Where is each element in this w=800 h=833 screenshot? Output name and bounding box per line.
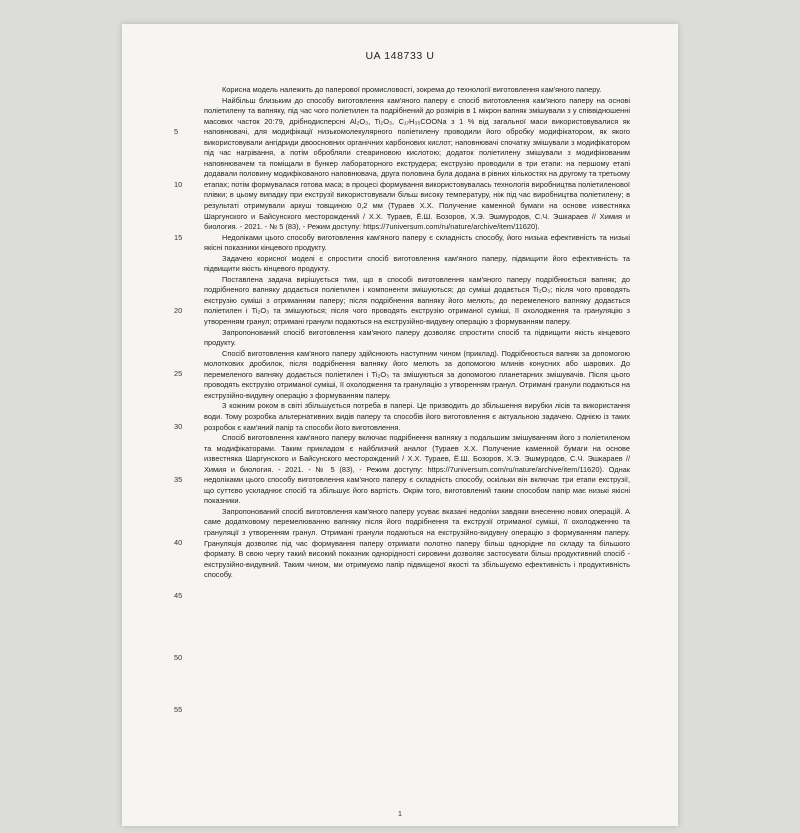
line-number: 10 bbox=[174, 180, 183, 189]
paragraph: Запропонований спосіб виготовлення кам'яного паперу усуває вказані недоліки завдяки внесенню нових операцій. А саме додатковому перемелюванню вапняку після його подрібнення та екструзії отриманої суміші, її охолодженню та грануляції з утворенням гранул. Отримані гранули подаються на екструзійно-видувну операцію з формуванням паперу. Грануляція дозволяє під час формування паперу отримати полотно паперу більш однорідне по складу та більшого формату. В свою чергу такий високий показник однорідності сировини дозволяє застосувати більш продуктивний спосіб - екструзійно-видувний. Таким чином, ми отримуємо папір підвищеної якості та збільшуємо ефективність і продуктивність способу. bbox=[204, 506, 630, 580]
paragraph: Найбільш близьким до способу виготовлення кам'яного паперу є спосіб виготовлення кам'яного паперу на основі поліетилену та вапняку, під час чого поліетилен та подрібнений до розмірів в 1 мікрон вапняк змішували з у співвідношенні масових часток 20:79, дрібнодисперсні Al₂O₃, Ti₂O₃, C₁₇H₃₅COONa з 1 % від загальної маси використовувалися як наповнювачі, для модифікації низькомолекулярного поліетилену проводили його обробку модифікатором, як якого використовували ангідриди двоосновних органічних карбонових кислот; наповнювачі спочатку змішували з модифікатором під час нагрівання, а потім обробляли стеариновою кислотою; додаток поліетилену змішували з модифікованим наповнювачем та поміщали в бункер лабораторного екструдера; екструзію проводили в три етапи: на першому етапі додавали половину модифікованого наповнювача, друга половина була додана в рівних кількостях на другому та третьому етапах; потім формувалася готова маса; в процесі формування використовувалась технологія виробництва поліетиленової плівки; в цьому випадку при екструзії використовували більш високу температуру, ніж під час виробництва поліетилену; в результаті отримували аркуш товщиною 0,2 мм (Тураев Х.Х. Получение каменной бумаги на основе известняка Шаргунского и Байсунского месторождений / Х.Х. Тураев, Ё.Ш. Бозоров, Х.Э. Эшмуродов, С.Ч. Эшкараев // Химия и биология. - 2021. - № 5 (83), - Режим доступу: https://7universum.com/ru/nature/archive/item/11620). bbox=[204, 95, 630, 232]
document-body bbox=[204, 85, 630, 581]
line-number: 20 bbox=[174, 306, 183, 315]
line-number: 30 bbox=[174, 422, 183, 431]
line-number: 55 bbox=[174, 705, 183, 714]
paragraph: Недоліками цього способу виготовлення кам'яного паперу є складність способу, його низька ефективність та низькі якісні показники кінцевого продукту. bbox=[204, 232, 630, 253]
paragraph: Спосіб виготовлення кам'яного паперу включає подрібнення вапняку з подальшим змішуванням його з поліетиленом та модифікаторами. Таким прикладом є найблизчий аналог (Тураев Х.Х. Получение каменной бумаги на основе известняка Шаргунского и Байсунского месторождений / Х.Х. Тураев, Ё.Ш. Бозоров, Х.Э. Эшмуродов, С.Ч. Эшкараев // Химия и биология. - 2021. - № 5 (83), - Режим доступу: https://7universum.com/ru/nature/archive/item/11620). Однак недоліками цього способу виготовлення кам'яного паперу є складність способу, оскільки він включає три етапи екструзії, що суттєво ускладнює спосіб та збільшує його вартість. Окрім того, виготовлений таким способом папір має низькі якісні показники. bbox=[204, 433, 630, 506]
paragraph: Корисна модель належить до паперової промисловості, зокрема до технології виготовлення кам'яного паперу. bbox=[222, 85, 602, 94]
line-number: 40 bbox=[174, 538, 183, 547]
line-number: 25 bbox=[174, 369, 183, 378]
paragraph: Задачею корисної моделі є спростити спосіб виготовлення кам'яного паперу, підвищити його ефективність та підвищити якість кінцевого продукту. bbox=[204, 253, 630, 274]
line-number: 15 bbox=[174, 233, 183, 242]
paragraph: Поставлена задача вирішується тим, що в способі виготовлення кам'яного паперу подрібнюється вапняк; до подрібненого вапняку додається поліетилен і компоненти змішуються; до суміші додається Ti₂O₃; після чого проводять екструзію суміші з отриманням паперу; після подрібнення вапняку його мелють; до перемеленого вапняку додається поліетилен і Ti₂O₃ та змішуються; після чого проводять екструзію отриманої суміші, її охолодження та грануляцію з утворенням гранул; отримані гранули подаються на екструзійно-видувну операцію з формуванням паперу. bbox=[204, 274, 630, 327]
paragraph: Спосіб виготовлення кам'яного паперу здійснюють наступним чином (приклад). Подрібнюється вапняк за допомогою молоткових дробилок, після подрібнення вапняку його мелють за допомогою млинів конусних або шарових. До перемеленого вапняку додається поліетилен і Ti₂O₃ та змішуються за допомогою планетарних змішувачів. Після цього проводять екструзію отриманої суміші, її охолодження та грануляцію з утворенням гранул. Отримані гранули подаються на екструзійно-видувну операцію з формуванням паперу. bbox=[204, 348, 630, 400]
patent-number: UA 148733 U bbox=[365, 50, 435, 62]
page-number: 1 bbox=[397, 809, 403, 818]
paragraph: З кожним роком в світі збільшується потреба в папері. Це призводить до збільшення вирубки лісів та використання води. Тому розробка альтернативних видів паперу та способів його виготовлення є актуальною задачею. Однією із таких розробок є кам'яний папір та способи його виготовлення. bbox=[204, 401, 630, 432]
line-number: 50 bbox=[174, 653, 183, 662]
line-number: 35 bbox=[174, 475, 183, 484]
line-number: 5 bbox=[174, 127, 179, 136]
paragraph: Запропонований спосіб виготовлення кам'яного паперу дозволяє спростити спосіб та підвищити якість кінцевого продукту. bbox=[204, 327, 630, 348]
line-number: 45 bbox=[174, 591, 183, 600]
document-page bbox=[122, 24, 678, 826]
